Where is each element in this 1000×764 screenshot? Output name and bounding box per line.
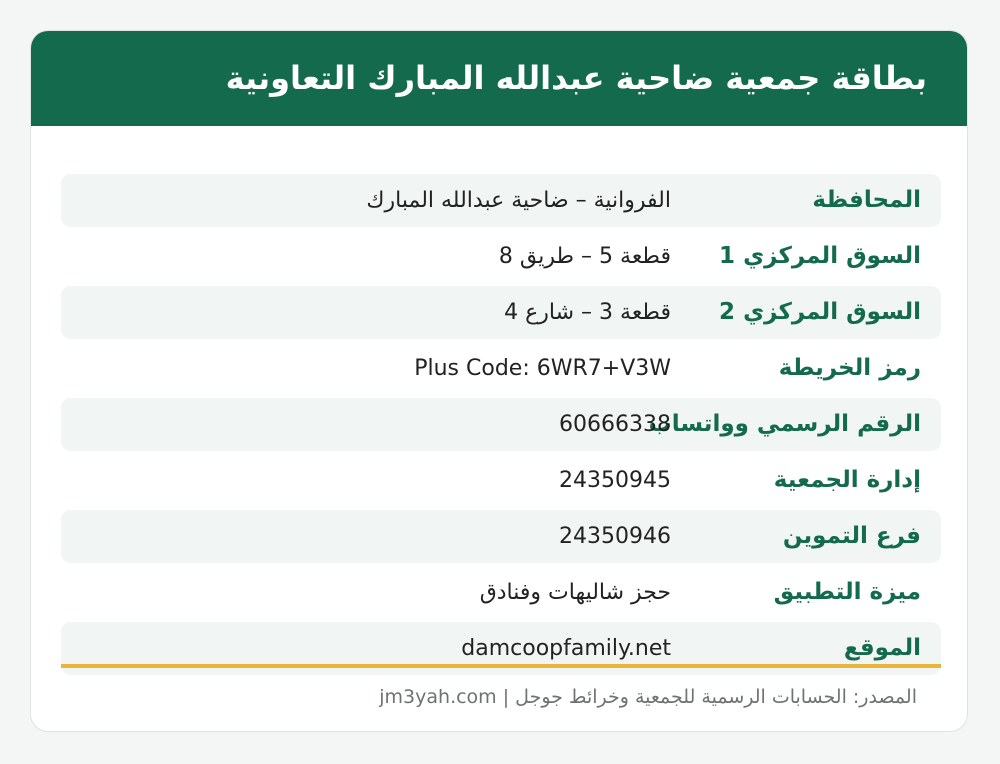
row-label: ميزة التطبيق: [773, 579, 921, 605]
row-label: المحافظة: [812, 187, 921, 213]
info-rows: [61, 174, 941, 678]
row-governorate: [61, 174, 941, 227]
row-label: رمز الخريطة: [778, 355, 921, 381]
row-label: الموقع: [843, 635, 921, 661]
row-value: الفروانية – ضاحية عبدالله المبارك: [366, 188, 671, 213]
row-map-code: [61, 342, 941, 395]
row-value: حجز شاليهات وفنادق: [479, 580, 671, 605]
info-card: [30, 30, 968, 732]
row-value: قطعة 5 – طريق 8: [498, 244, 671, 269]
row-official-number: [61, 398, 941, 451]
row-label: فرع التموين: [782, 523, 921, 549]
row-central-market-2: [61, 286, 941, 339]
website-link[interactable]: damcoopfamily.net: [461, 636, 671, 661]
row-label: السوق المركزي 2: [719, 299, 921, 325]
card-header: [31, 31, 967, 126]
row-label: السوق المركزي 1: [719, 243, 921, 269]
row-value: 24350946: [559, 524, 671, 549]
card-title: بطاقة جمعية ضاحية عبدالله المبارك التعاونية: [225, 59, 927, 97]
row-value: 60666338: [559, 412, 671, 437]
row-value: Plus Code: 6WR7+V3W: [414, 356, 671, 381]
accent-divider: [61, 664, 941, 668]
source-footer: المصدر: الحسابات الرسمية للجمعية وخرائط جوجل | jm3yah.com: [379, 686, 917, 708]
row-value: 24350945: [559, 468, 671, 493]
row-management: [61, 454, 941, 507]
row-label: إدارة الجمعية: [773, 467, 921, 493]
row-app-feature: [61, 566, 941, 619]
row-supply-branch: [61, 510, 941, 563]
row-label: الرقم الرسمي وواتساب: [648, 411, 921, 437]
row-central-market-1: [61, 230, 941, 283]
row-value: قطعة 3 – شارع 4: [504, 300, 671, 325]
